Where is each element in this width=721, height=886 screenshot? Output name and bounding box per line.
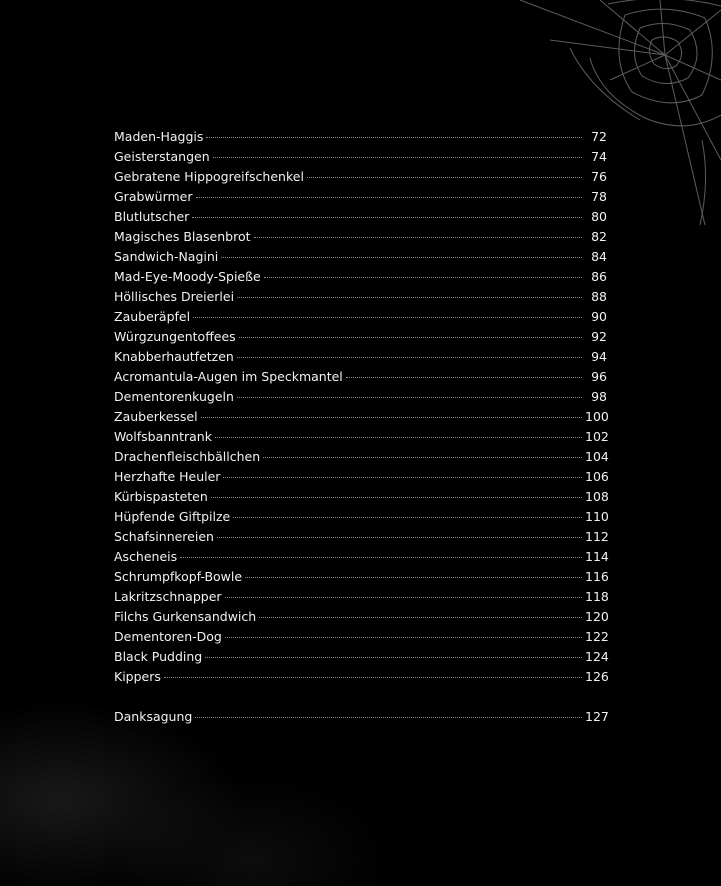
toc-entry-acknowledgements bbox=[114, 707, 607, 727]
toc-entry bbox=[114, 287, 607, 307]
toc-entry bbox=[114, 187, 607, 207]
toc-leader-dots bbox=[307, 177, 582, 178]
toc-entry-title: Black Pudding bbox=[114, 649, 203, 664]
toc-entry bbox=[114, 587, 607, 607]
toc-entry bbox=[114, 407, 607, 427]
toc-entry-title: Zauberäpfel bbox=[114, 309, 191, 324]
toc-entry-title: Geisterstangen bbox=[114, 149, 210, 164]
toc-entry-page: 116 bbox=[585, 569, 609, 584]
toc-leader-dots bbox=[239, 337, 582, 338]
toc-entry-page: 88 bbox=[591, 289, 607, 304]
toc-entry-page: 104 bbox=[585, 449, 609, 464]
toc-entry-page: 108 bbox=[585, 489, 609, 504]
toc-entry-title: Ascheneis bbox=[114, 549, 178, 564]
toc-entry bbox=[114, 647, 607, 667]
toc-leader-dots bbox=[221, 257, 582, 258]
toc-entry-page: 100 bbox=[585, 409, 609, 424]
toc-entry-page: 98 bbox=[591, 389, 607, 404]
toc-leader-dots bbox=[196, 197, 583, 198]
toc-entry bbox=[114, 247, 607, 267]
toc-entry bbox=[114, 667, 607, 687]
toc-entry bbox=[114, 307, 607, 327]
toc-entry-title: Kippers bbox=[114, 669, 161, 684]
toc-leader-dots bbox=[217, 537, 582, 538]
toc-entry-title: Filchs Gurkensandwich bbox=[114, 609, 257, 624]
toc-entry-page: 90 bbox=[591, 309, 607, 324]
toc-entry bbox=[114, 607, 607, 627]
table-of-contents bbox=[114, 127, 607, 727]
toc-leader-dots bbox=[346, 377, 582, 378]
toc-entry-page: 106 bbox=[585, 469, 609, 484]
toc-entry-title: Höllisches Dreierlei bbox=[114, 289, 235, 304]
toc-leader-dots bbox=[264, 277, 582, 278]
toc-entry-page: 102 bbox=[585, 429, 609, 444]
toc-entry-page: 114 bbox=[585, 549, 609, 564]
toc-entry-title: Wolfsbanntrank bbox=[114, 429, 212, 444]
toc-leader-dots bbox=[164, 677, 582, 678]
toc-entry-page: 84 bbox=[591, 249, 607, 264]
toc-entry-title: Würgzungentoffees bbox=[114, 329, 236, 344]
toc-entry bbox=[114, 147, 607, 167]
toc-leader-dots bbox=[201, 417, 582, 418]
toc-entry bbox=[114, 387, 607, 407]
toc-entry-title: Schafsinnereien bbox=[114, 529, 214, 544]
toc-entry-title: Schrumpfkopf-Bowle bbox=[114, 569, 243, 584]
toc-entry-title: Knabberhautfetzen bbox=[114, 349, 234, 364]
toc-entry-page: 82 bbox=[591, 229, 607, 244]
toc-leader-dots bbox=[192, 217, 582, 218]
toc-entry-title: Hüpfende Giftpilze bbox=[114, 509, 231, 524]
toc-entry-title: Magisches Blasenbrot bbox=[114, 229, 251, 244]
toc-entry-title: Grabwürmer bbox=[114, 189, 193, 204]
toc-entry bbox=[114, 267, 607, 287]
toc-entry-page: 126 bbox=[585, 669, 609, 684]
toc-entry-page: 92 bbox=[591, 329, 607, 344]
toc-leader-dots bbox=[211, 497, 582, 498]
toc-leader-dots bbox=[215, 437, 582, 438]
toc-entry-page: 118 bbox=[585, 589, 609, 604]
toc-entry-title: Acromantula-Augen im Speckmantel bbox=[114, 369, 343, 384]
toc-entry bbox=[114, 627, 607, 647]
toc-leader-dots bbox=[263, 457, 582, 458]
toc-entry-page: 76 bbox=[591, 169, 607, 184]
toc-entry-title: Herzhafte Heuler bbox=[114, 469, 221, 484]
toc-entry bbox=[114, 327, 607, 347]
toc-entry-page: 78 bbox=[591, 189, 607, 204]
toc-entry-page: 94 bbox=[591, 349, 607, 364]
toc-entry bbox=[114, 227, 607, 247]
toc-entry-page: 122 bbox=[585, 629, 609, 644]
toc-leader-dots bbox=[225, 637, 582, 638]
toc-entry bbox=[114, 427, 607, 447]
toc-entry bbox=[114, 347, 607, 367]
toc-leader-dots bbox=[213, 157, 582, 158]
toc-entry-title: Maden-Haggis bbox=[114, 129, 204, 144]
toc-entry-page: 110 bbox=[585, 509, 609, 524]
toc-entry-page: 72 bbox=[591, 129, 607, 144]
toc-entry bbox=[114, 507, 607, 527]
toc-entry-page: 120 bbox=[585, 609, 609, 624]
toc-entry-page: 124 bbox=[585, 649, 609, 664]
toc-entry bbox=[114, 527, 607, 547]
toc-leader-dots bbox=[237, 397, 582, 398]
toc-entry-page: 127 bbox=[585, 709, 609, 724]
toc-entry-page: 74 bbox=[591, 149, 607, 164]
toc-entry-title: Gebratene Hippogreifschenkel bbox=[114, 169, 304, 184]
toc-leader-dots bbox=[245, 577, 582, 578]
toc-entry-page: 80 bbox=[591, 209, 607, 224]
toc-entry bbox=[114, 567, 607, 587]
toc-entry-title: Drachenfleischbällchen bbox=[114, 449, 261, 464]
toc-leader-dots bbox=[223, 477, 582, 478]
toc-leader-dots bbox=[233, 517, 582, 518]
toc-leader-dots bbox=[237, 297, 582, 298]
toc-entry-title: Mad-Eye-Moody-Spieße bbox=[114, 269, 261, 284]
toc-leader-dots bbox=[254, 237, 582, 238]
toc-entry-page: 112 bbox=[585, 529, 609, 544]
toc-entry-page: 86 bbox=[591, 269, 607, 284]
toc-entry-page: 96 bbox=[591, 369, 607, 384]
toc-leader-dots bbox=[259, 617, 582, 618]
toc-leader-dots bbox=[237, 357, 582, 358]
toc-entry-title: Danksagung bbox=[114, 709, 193, 724]
toc-entry-title: Dementorenkugeln bbox=[114, 389, 234, 404]
toc-entry-title: Sandwich-Nagini bbox=[114, 249, 219, 264]
toc-entry bbox=[114, 207, 607, 227]
toc-entry-title: Lakritzschnapper bbox=[114, 589, 222, 604]
toc-entry bbox=[114, 547, 607, 567]
toc-entry bbox=[114, 487, 607, 507]
toc-entry bbox=[114, 447, 607, 467]
toc-leader-dots bbox=[205, 657, 582, 658]
toc-entry-title: Blutlutscher bbox=[114, 209, 190, 224]
toc-entry bbox=[114, 167, 607, 187]
toc-entry bbox=[114, 467, 607, 487]
toc-entry bbox=[114, 127, 607, 147]
toc-entry bbox=[114, 367, 607, 387]
toc-leader-dots bbox=[206, 137, 582, 138]
toc-leader-dots bbox=[193, 317, 582, 318]
toc-entry-title: Dementoren-Dog bbox=[114, 629, 222, 644]
toc-entry-title: Zauberkessel bbox=[114, 409, 198, 424]
toc-leader-dots bbox=[225, 597, 582, 598]
toc-leader-dots bbox=[180, 557, 582, 558]
toc-entry-title: Kürbispasteten bbox=[114, 489, 208, 504]
toc-leader-dots bbox=[195, 717, 582, 718]
